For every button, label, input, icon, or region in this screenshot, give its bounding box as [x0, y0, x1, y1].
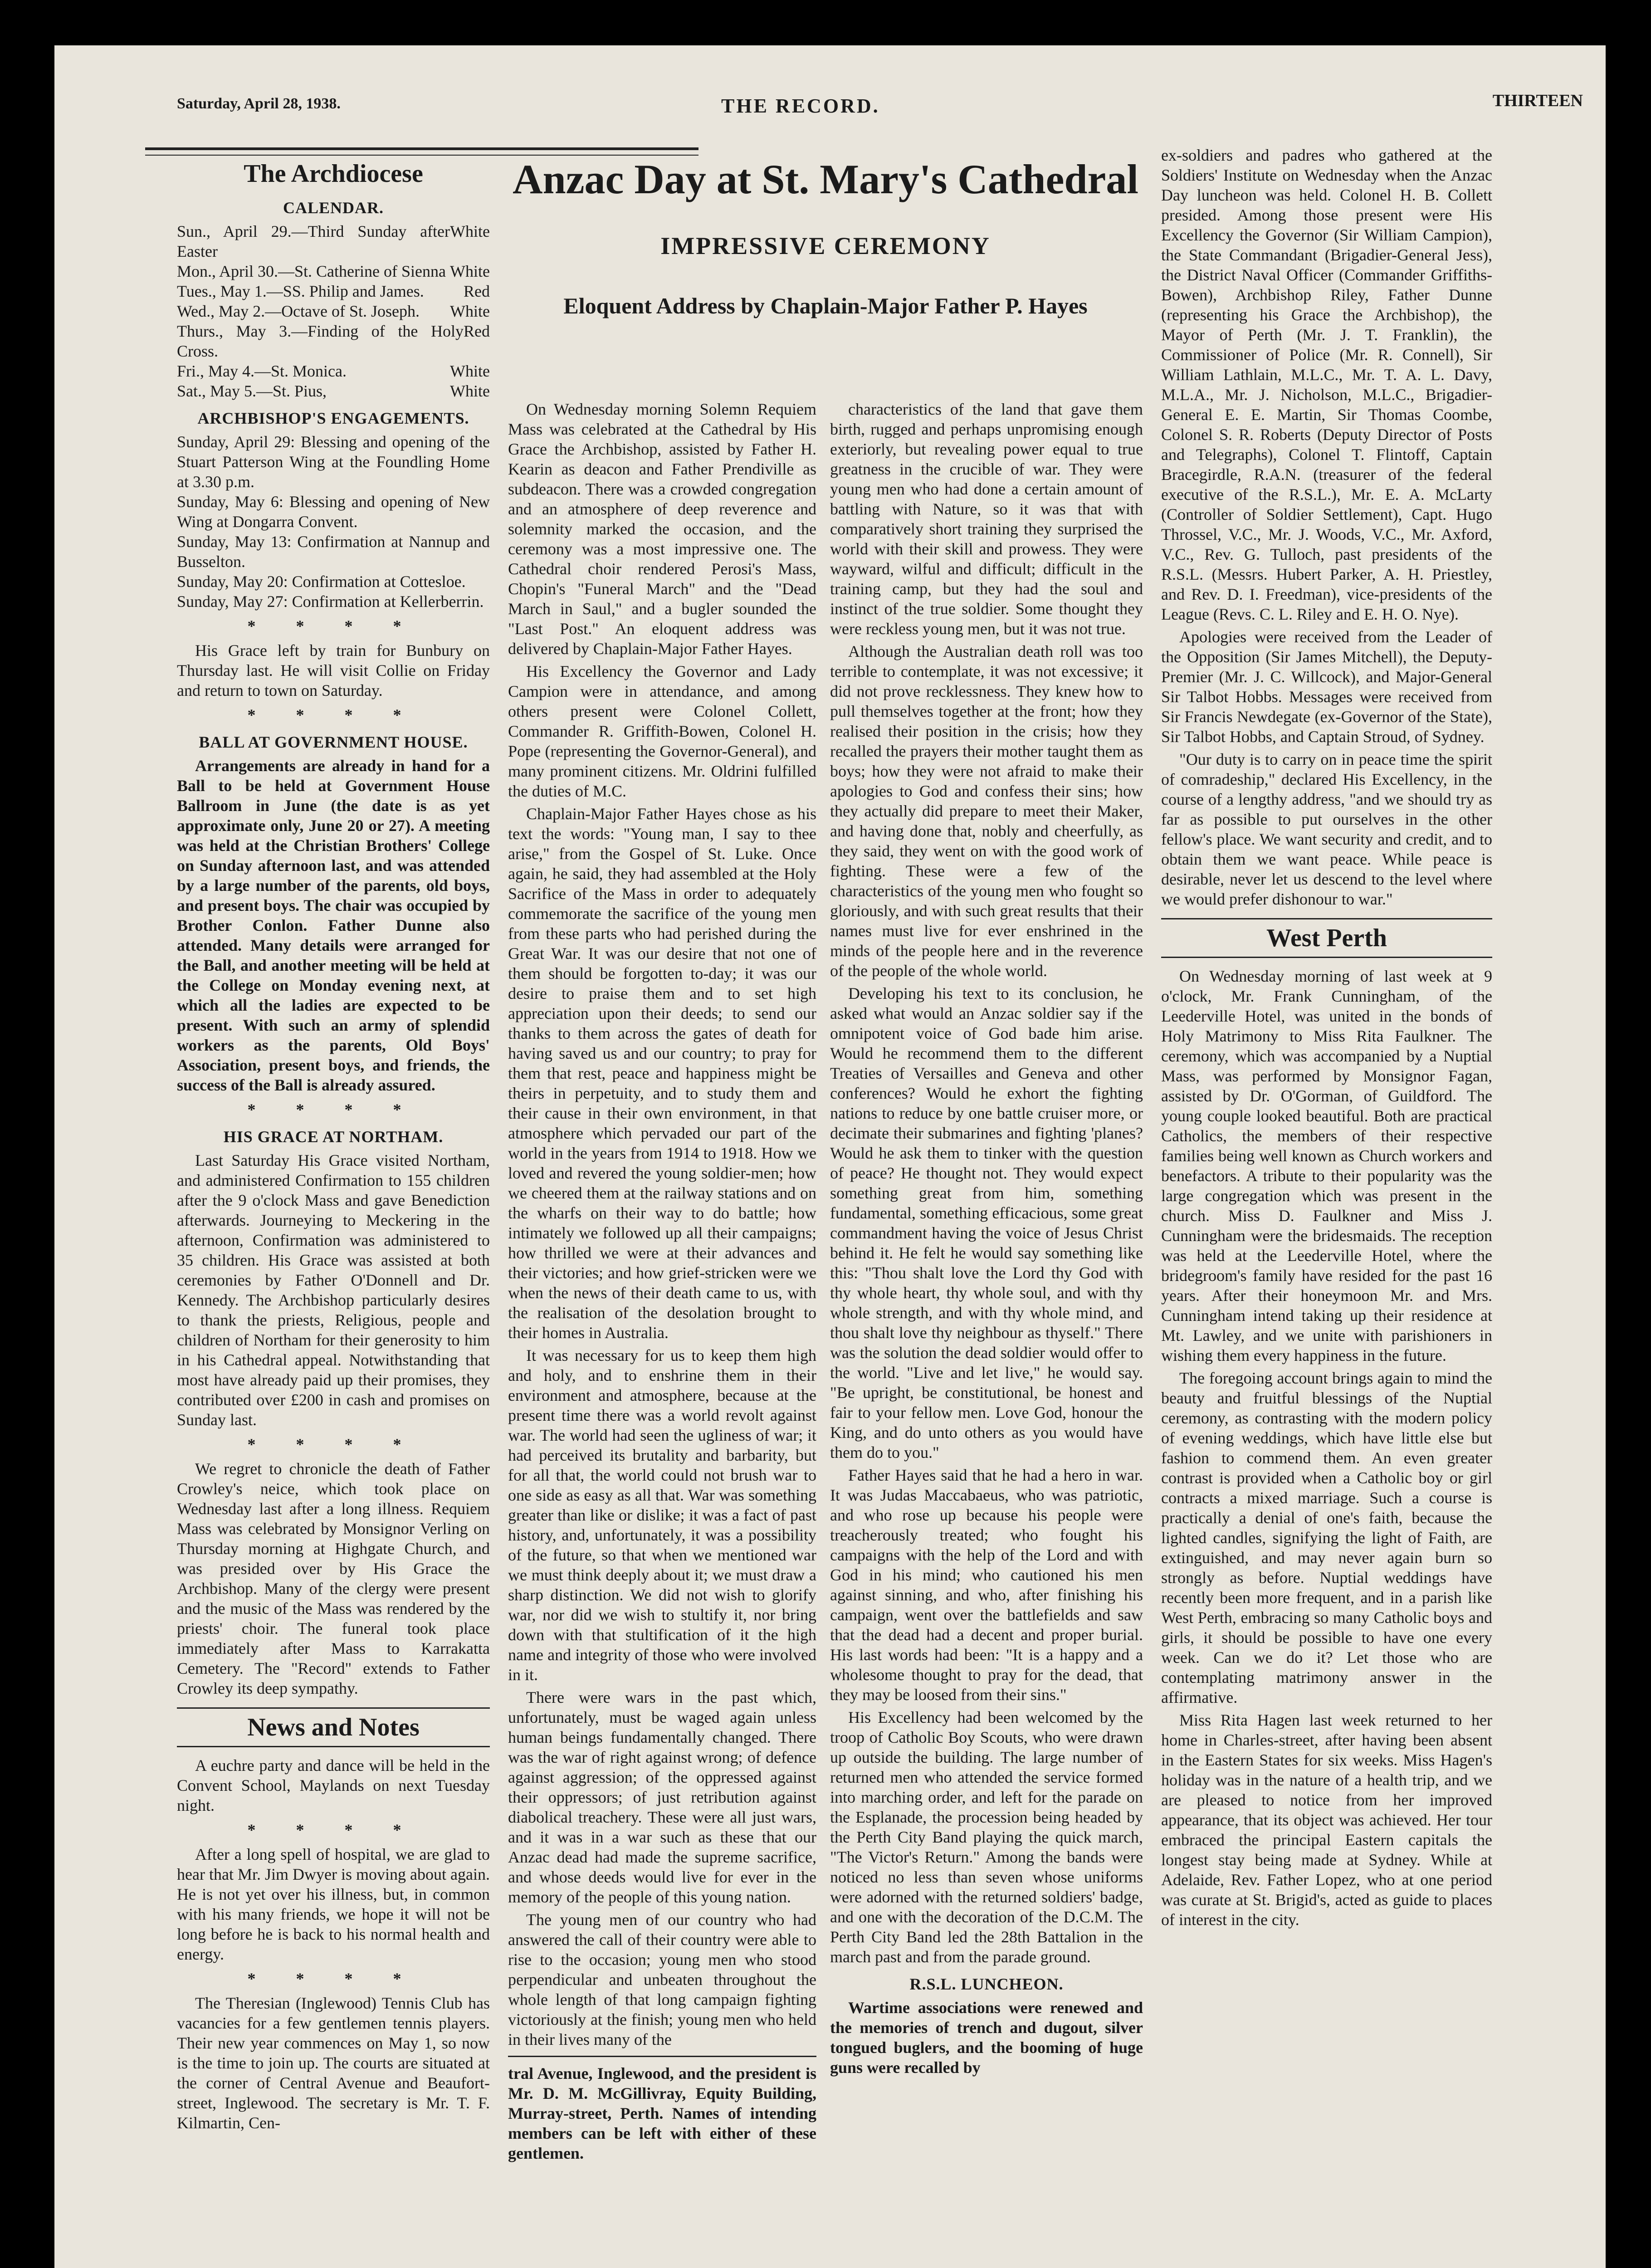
calendar-item: Tues., May 1.—SS. Philip and James. Red	[177, 282, 490, 300]
engagements-heading: ARCHBISHOP'S ENGAGEMENTS.	[197, 409, 469, 427]
crowley-paragraph: We regret to chronicle the death of Father Crowley's neice, which took place on Wednesday last after a long illness. Requiem Mass was celebrated by Monsignor Verling on Thursday morning at Highgate Church, and was presided over by His Grace the Archbishop. Many of the clergy were present and the music of the Mass was rendered by the priests' choir. The funeral took place immediately after Mass to Karrakatta Cemetery. The "Record" extends to Father Crowley its deep sympathy.	[177, 1460, 490, 1697]
separator-stars: * * * *	[247, 1821, 420, 1839]
west-perth-paragraph: On Wednesday morning of last week at 9 o'clock, Mr. Frank Cunningham, of the Leederville Hotel, was united in the bonds of Holy Matrimony to Miss Rita Faulkner. The ceremony, which was accompanied by a Nuptial Mass, was performed by Monsignor Fagan, assisted by Dr. O'Gorman, of Guildford. The young couple looked beautiful. Both are practical Catholics, the members of their respective families being well known as Church workers and benefactors. A tribute to their popularity was the large congregation which was present in the church. Miss D. Faulkner and Miss J. Cunningham were the bridesmaids. The reception was held at the Leederville Hotel, where the bridegroom's family have resided for the past 16 years. After their honeymoon Mr. and Mrs. Cunningham intend taking up their residence at Mt. Lawley, and we unite with parishioners in wishing them every happiness in the future.	[1161, 967, 1492, 1364]
article-paragraph: Father Hayes said that he had a hero in war. It was Judas Maccabaeus, who was patriotic, and who rose up because his people were treacherously treated; who fought his campaigns with the help of the Lord and with God in his mind; who cautioned his men against sinning, and who, after finishing his campaign, went over the battlefields and saw that the dead had a decent and proper burial. His last words had been: "It is a happy and a wholesome thought to pray for the dead, that they may be loosed from their sins."	[830, 1466, 1143, 1704]
news-paragraph: A euchre party and dance will be held in the Convent School, Maylands on next Tuesday night.	[177, 1756, 490, 1814]
article-paragraph: On Wednesday morning Solemn Requiem Mass was celebrated at the Cathedral by His Grace the Archbishop, assisted by Father H. Kearin as deacon and Father Prendiville as subdeacon. There was a crowded congregation and an atmosphere of deep reverence and solemnity marked the occasion, and the ceremony was a most impressive one. The Cathedral choir rendered Perosi's Mass, Chopin's "Funeral March" and the "Dead March in Saul," and a bugler sounded the "Last Post." An eloquent address was delivered by Chaplain-Major Father Hayes.	[508, 400, 816, 658]
newspaper-page	[54, 45, 1606, 2268]
column-archdiocese	[177, 154, 490, 2268]
engagement-item: Sunday, May 13: Confirmation at Nannup and Busselton.	[177, 533, 490, 571]
northam-paragraph: Last Saturday His Grace visited Northam, and administered Confirmation to 155 children after the 9 o'clock Mass and gave Benediction afterwards. Journeying to Meckering in the afternoon, Confirmation was administered to 35 children. His Grace was assisted at both ceremonies by Father O'Donnell and Dr. Kennedy. The Archbishop particularly desires to thank the priests, Religious, people and children of Northam for their generosity to him in his Cathedral appeal. Notwithstanding that most have already paid up their promises, they contributed over £200 in cash and promises on Sunday last.	[177, 1151, 490, 1429]
separator-stars: * * * *	[247, 1435, 420, 1453]
news-title-box	[177, 1707, 490, 1747]
separator-stars: * * * *	[247, 1970, 420, 1988]
anzac-headline-block	[508, 154, 1143, 319]
article-paragraph: ex-soldiers and padres who gathered at the Soldiers' Institute on Wednesday when the Anzac Day luncheon was held. Colonel H. B. Collett presided. Among those present were His Excellency the Governor (Sir William Campion), the State Commandant (Brigadier-General Jess), the District Naval Officer (Commander Griffiths-Bowen), Archbishop Riley, Father Dunne (representing his Grace the Archbishop), the Mayor of Perth (Mr. J. T. Franklin), the Commissioner of Police (Mr. R. Connell), Sir William Lathlain, M.L.C., Mr. T. A. L. Davy, M.L.A., Mr. J. Nicholson, M.L.C., Brigadier-General E. E. Martin, Sir Thomas Coombe, Colonel S. R. Roberts (Deputy Director of Posts and Telegraphs), Colonel T. Flintoff, Captain Bracegirdle, R.A.N. (treasurer of the federal executive of the R.S.L.), Mr. E. A. McLarty (Controller of Soldier Settlement), Capt. Hugo Throssel, V.C., Mr. J. Woods, V.C., Mr. Axford, V.C., Rev. G. Tulloch, past presidents of the R.S.L. (Messrs. Hubert Parker, A. H. Priestley, and Rev. D. I. Freedman), vice-presidents of the League (Revs. C. L. Riley and E. H. O. Nye).	[1161, 146, 1492, 623]
calendar-list	[177, 221, 490, 401]
article-paragraph: Developing his text to its conclusion, he asked what would an Anzac soldier say if the omnipotent voice of God bade him arise. Would he recommend them to the different Treaties of Versailles and Geneva and other conferences? Would he exhort the fighting nations to reduce by one battle cruiser more, or decimate their submarines and fighting 'planes? Would he ask them to tinker with the question of peace? He thought not. They would expect something great from him, something fundamental, something efficacious, some great commandment having the voice of Jesus Christ behind it. He felt he would say something like this: "Thou shalt love the Lord thy God with thy whole heart, thy whole soul, and with thy whole strength, and with thy whole mind, and thou shalt love thy neighbour as thyself." There was the solution the dead soldier would offer to the world. "Live and let live," he would say. "Be upright, be constitutional, be honest and fair to your fellow men. Love God, honour the King, and do unto others as you would have them do to you."	[830, 984, 1143, 1461]
west-perth-title: West Perth	[1266, 924, 1387, 952]
separator-stars: * * * *	[247, 617, 420, 635]
rsl-paragraph: Wartime associations were renewed and the memories of trench and dugout, silver tongued buglers, and the booming of huge guns were recalled by	[830, 1999, 1143, 2077]
calendar-item: Thurs., May 3.—Finding of the Holy Cross. Red	[177, 322, 490, 360]
column-anzac-1	[508, 399, 816, 2268]
calendar-item: Fri., May 4.—St. Monica. White	[177, 362, 490, 380]
separator-stars: * * * *	[247, 1100, 420, 1119]
news-paragraph: After a long spell of hospital, we are glad to hear that Mr. Jim Dwyer is moving about again. He is not yet over his illness, but, in common with his many friends, we hope it will not be long before he is back to his normal health and energy.	[177, 1845, 490, 1963]
ball-heading: BALL AT GOVERNMENT HOUSE.	[199, 733, 468, 751]
news-continuation: tral Avenue, Inglewood, and the president is Mr. D. M. McGillivray, Equity Building, Murray-street, Perth. Names of intending members can be left with either of these gentlemen.	[508, 2064, 816, 2162]
masthead	[54, 45, 1606, 150]
article-paragraph: Although the Australian death roll was too terrible to contemplate, it was not excessive; it did not prove recklessness. They knew how to pull themselves together at the front; how they realised their position in the crisis; how they recalled the prayers their mother taught them as boys; how they were not afraid to make their apologies to God and confess their sins; how they actually did prepare to meet their Maker, and having done that, nobly and cheerfully, as they said, they went on with the good work of fighting. These were a few of the characteristics of the young men who fought so gloriously, and with such great results that their names must live for ever enshrined in the minds of the people here and in the reverence of the people of the whole world.	[830, 642, 1143, 980]
engagement-item: Sunday, April 29: Blessing and opening of the Stuart Patterson Wing at the Foundling Home at 3.30 p.m.	[177, 433, 490, 491]
article-paragraph: There were wars in the past which, unfortunately, must be waged again unless human beings fundamentally changed. There was the war of right against wrong; of defence against aggression; of the oppressed against their oppressors; of just retribution against diabolical treachery. These were all just wars, and it was in a war such as these that our Anzac dead had made the supreme sacrifice, and whose deeds would live for ever in the memory of the people of this young nation.	[508, 1688, 816, 1906]
calendar-item: Sat., May 5.—St. Pius, White	[177, 382, 490, 400]
calendar-item: Wed., May 2.—Octave of St. Joseph. White	[177, 302, 490, 320]
west-perth-title-box	[1161, 918, 1492, 958]
engagement-item: Sunday, May 20: Confirmation at Cottesloe.	[177, 572, 466, 591]
calendar-item: Mon., April 30.—St. Catherine of Sienna White	[177, 262, 490, 280]
article-paragraph: Apologies were received from the Leader of the Opposition (Sir James Mitchell), the Deputy-Premier (Mr. J. C. Willcock), and Major-General Sir Talbot Hobbs. Messages were received from Sir Francis Newdegate (ex-Governor of the State), Sir Talbot Hobbs, and Captain Stroud, of Sydney.	[1161, 628, 1492, 746]
west-perth-paragraph: Miss Rita Hagen last week returned to her home in Charles-street, after having been absent in the Eastern States for six weeks. Miss Hagen's holiday was in the nature of a health trip, and we are pleased to notice from her improved appearance, that its object was achieved. Her tour embraced the principal Eastern capitals the longest stay being made at Sydney. While at Adelaide, Rev. Father Lopez, who at one period was curate at St. Brigid's, acted as guide to places of interest in the city.	[1161, 1711, 1492, 1929]
news-paragraph: The Theresian (Inglewood) Tennis Club has vacancies for a few gentlemen tennis players. Their new year commences on May 1, so now is the time to join up. The courts are situated at the corner of Central Avenue and Beaufort-street, Inglewood. The secretary is Mr. T. F. Kilmartin, Cen-	[177, 1994, 490, 2132]
separator-stars: * * * *	[247, 706, 420, 724]
article-paragraph: The young men of our country who had answered the call of their country were able to rise to the occasion; young men who stood perpendicular and unbeaten throughout the whole length of that long campaign fighting victoriously at the finish; young men who held in their lives many of the	[508, 1911, 816, 2048]
calendar-item: Sun., April 29.—Third Sunday after Easter White	[177, 222, 490, 260]
newspaper-title: THE RECORD.	[721, 95, 880, 117]
article-paragraph: It was necessary for us to keep them high and holy, and to enshrine them in their environment and atmosphere, because at the present time there was a world revolt against war. The world had seen the ugliness of war; it had perceived its brutality and barbarity, but for all that, the world could not brush war to one side as easy as all that. War was something greater than like or dislike; it was a fact of past history, and, unfortunately, it was a possibility of the future, so that when we mentioned war we must think deeply about it; we must draw a sharp distinction. We did not wish to glorify war, nor did we wish to stultify it, nor bring down with that stultification of it the high name and integrity of those who were involved in it.	[508, 1346, 816, 1684]
northam-heading: HIS GRACE AT NORTHAM.	[223, 1128, 444, 1146]
ball-paragraph: Arrangements are already in hand for a Ball to be held at Government House Ballroom in June (the date is as yet approximate only, June 20 or 27). A meeting was held at the Christian Brothers' College on Sunday afternoon last, and was attended by a large number of the parents, old boys, and present boys. The chair was occupied by Brother Conlon. Father Dunne also attended. Many details were arranged for the Ball, and another meeting will be held at the College on Monday evening next, at which all the ladies are expected to be present. With such an army of splendid workers as the parents, Old Boys' Association, present boys, and friends, the success of the Ball is already assured.	[177, 757, 490, 1094]
engagement-item: Sunday, May 6: Blessing and opening of New Wing at Dongarra Convent.	[177, 493, 490, 531]
article-paragraph: His Excellency had been welcomed by the troop of Catholic Boy Scouts, who were drawn up outside the building. The large number of returned men who attended the service formed into marching order, and left for the parade on the Esplanade, the procession being headed by the Perth City Band playing the quick march, "The Victor's Return." Among the bands were noticed no less than seven whose uniforms were adorned with the returned soldiers' badge, and one with the decoration of the D.C.M. The Perth City Band led the 28th Battalion in the march past and from the parade ground.	[830, 1708, 1143, 1966]
archdiocese-title: The Archdiocese	[244, 160, 423, 188]
anzac-subtitle: IMPRESSIVE CEREMONY	[660, 232, 991, 259]
news-title: News and Notes	[247, 1713, 420, 1741]
rsl-heading: R.S.L. LUNCHEON.	[909, 1975, 1064, 1993]
anzac-title: Anzac Day at St. Mary's Cathedral	[513, 156, 1138, 202]
article-paragraph: His Excellency the Governor and Lady Campion were in attendance, and among others present were Colonel Collett, Commander R. Griffith-Bowen, Colonel H. Pope (representing the Governor-General), and many prominent citizens. Mr. Oldrini fulfilled the duties of M.C.	[508, 662, 816, 800]
page-number: THIRTEEN	[1492, 91, 1583, 110]
west-perth-paragraph: The foregoing account brings again to mind the beauty and fruitful blessings of the Nuptial ceremony, as contrasting with the modern policy of evening weddings, which have little else but fashion to commend them. An even greater contrast is provided when a Catholic boy or girl contracts a mixed marriage. Such a course is practically a denial of one's faith, because the lighted candles, signifying the light of Faith, are extinguished, and may never again burn so strongly as before. Nuptial weddings have recently been more frequent, and in a parish like West Perth, embracing so many Catholic boys and girls, it should be possible to have one every week. Can we do it? Let those who are contemplating matrimony answer in the affirmative.	[1161, 1369, 1492, 1706]
calendar-heading: CALENDAR.	[283, 199, 384, 217]
column-anzac-2	[830, 399, 1143, 2268]
article-paragraph: "Our duty is to carry on in peace time the spirit of comradeship," declared His Excellency, in the course of a lengthy address, "and we should try as far as possible to put ourselves in the other fellow's place. We want security and credit, and to obtain them we want peace. While peace is desirable, never let us descend to the level where we would prefer dishonour to war."	[1161, 750, 1492, 908]
anzac-subtitle-2: Eloquent Address by Chaplain-Major Father P. Hayes	[563, 293, 1088, 318]
bunbury-paragraph: His Grace left by train for Bunbury on Thursday last. He will visit Collie on Friday and return to town on Saturday.	[177, 641, 490, 699]
article-paragraph: Chaplain-Major Father Hayes chose as his text the words: "Young man, I say to thee arise," from the Gospel of St. Luke. Once again, he said, they had assembled at the Holy Sacrifice of the Mass in order to adequately commemorate the sacrifice of the young men from these parts who had perished during the Great War. It was our desire that not one of them should be forgotten to-day; it was our desire to praise them and to set high appreciation upon their deeds; to send our thanks to them across the gates of death for having saved us and our country; to pray for them that rest, peace and happiness might be theirs in perpetuity, and to study them and their cause in their own environment, in that atmosphere which pervaded our part of the world in the years from 1914 to 1918. How we loved and revered the young soldier-men; how we cheered them at the railway stations and on the wharfs on their way to do battle; how intimately we followed up all their campaigns; how thrilled we were at their advances and their victories; and how grief-stricken were we when the news of their death came to us, with the realisation of the desolation brought to their homes in Australia.	[508, 805, 816, 1342]
engagement-item: Sunday, May 27: Confirmation at Kellerberrin.	[177, 592, 484, 611]
column-right	[1161, 145, 1492, 2268]
article-paragraph: characteristics of the land that gave them birth, rugged and perhaps unpromising enough exteriorly, but revealing power equal to true greatness in the crucible of war. They were young men who had done a certain amount of battling with Nature, so it was that with comparatively short training they surprised the world with their skill and prowess. They were wayward, wilful and difficult; difficult in the training camp, but they had the soul and instinct of the true soldier. Some thought they were reckless young men, but it was not true.	[830, 400, 1143, 638]
column-rule	[508, 2056, 816, 2057]
issue-date: Saturday, April 28, 1938.	[177, 95, 341, 112]
